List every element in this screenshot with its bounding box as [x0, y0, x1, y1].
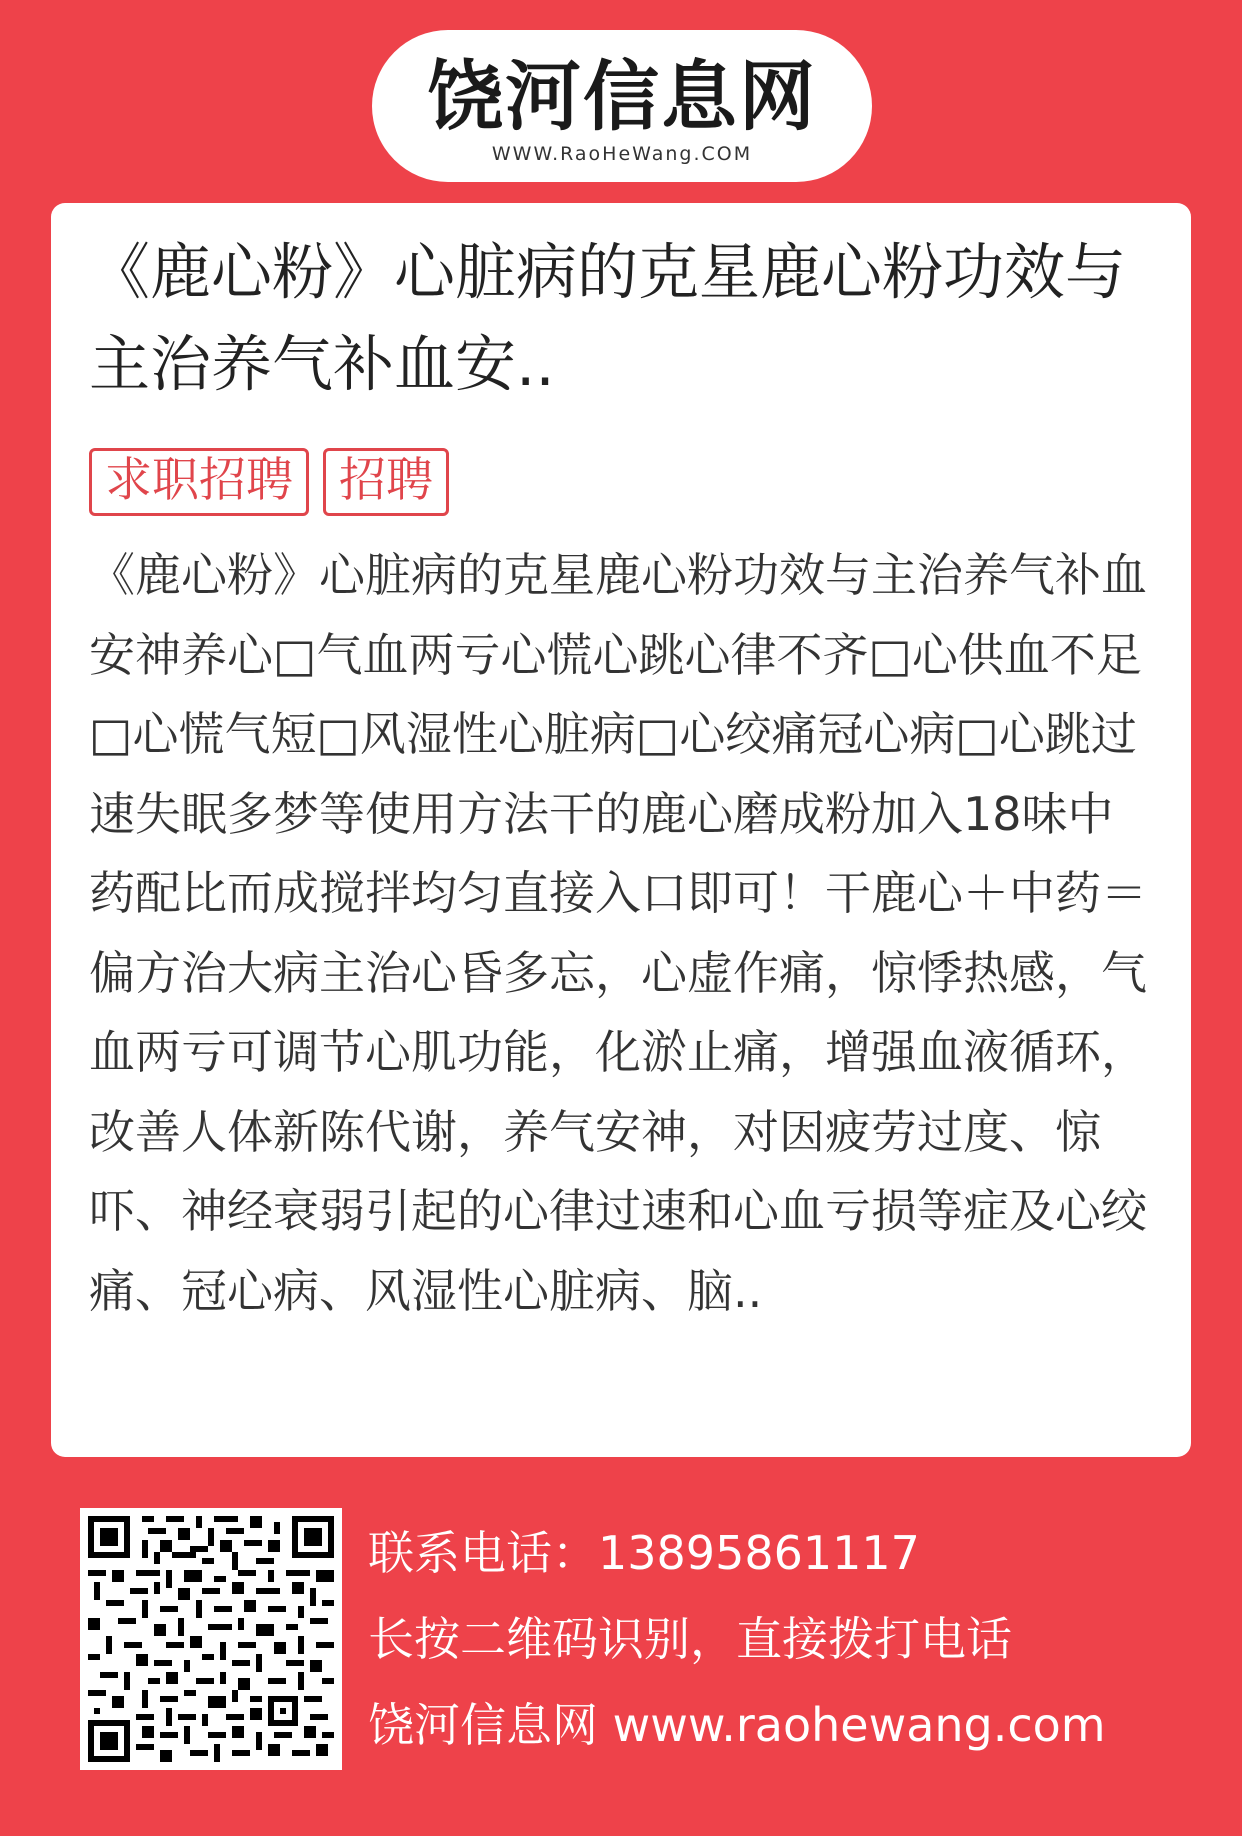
qr-hint: 长按二维码识别，直接拨打电话 — [368, 1612, 1012, 1666]
qr-code-icon[interactable] — [80, 1508, 342, 1770]
article-title: 《鹿心粉》心脏病的克星鹿心粉功效与主治养气补血安.. — [89, 237, 1127, 400]
contact-phone[interactable]: 联系电话：13895861117 — [368, 1526, 920, 1580]
site-logo[interactable] — [372, 30, 872, 182]
logo-url: WWW.RaoHeWang.COM — [491, 143, 753, 165]
tag-list — [89, 448, 1159, 516]
tag-recruitment[interactable]: 招聘 — [323, 448, 449, 516]
site-link[interactable]: 饶河信息网 www.raohewang.com — [368, 1698, 1106, 1752]
article-card — [51, 203, 1191, 1457]
contact-info — [368, 1510, 1106, 1768]
logo-name: 饶河信息网 — [427, 52, 817, 141]
tag-job-recruitment[interactable]: 求职招聘 — [89, 448, 309, 516]
article-content: 《鹿心粉》心脏病的克星鹿心粉功效与主治养气补血安神养心□气血两亏心慌心跳心律不齐□心供血不足□心慌气短□风湿性心脏病□心绞痛冠心病□心跳过速失眠多梦等使用方法干的鹿心磨成粉加入18味中药配比而成搅拌均匀直接入口即可！干鹿心＋中药＝偏方治大病主治心昏多忘，心虚作痛，惊悸热感，气血两亏可调节心肌功能，化淤止痛，增强血液循环，改善人体新陈代谢，养气安神，对因疲劳过度、惊吓、神经衰弱引起的心律过速和心血亏损等症及心绞痛、冠心病、风湿性心脏病、脑.. — [89, 548, 1147, 1318]
qr-code-graphic — [88, 1516, 334, 1762]
